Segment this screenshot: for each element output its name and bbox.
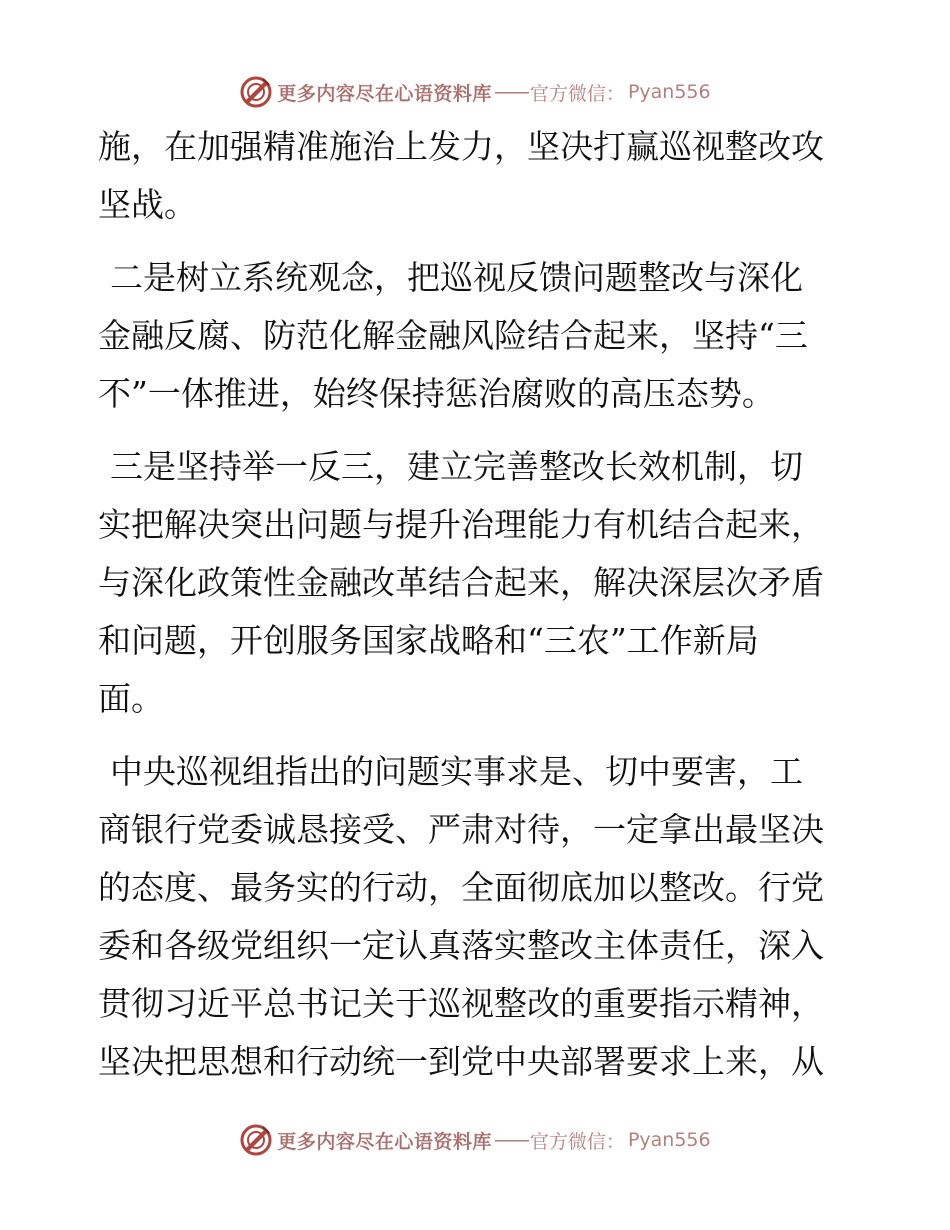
header-wechat-label: 官方微信： [529, 82, 625, 105]
footer-dash: —— [493, 1129, 528, 1151]
text-line: 施，在加强精准施治上发力，坚决打赢巡视整改攻 [98, 127, 824, 166]
footer-slogan: 更多内容尽在心语资料库 [277, 1130, 492, 1153]
text-line: 不”一体推进，始终保持惩治腐败的高压态势。 [98, 374, 775, 413]
header-banner [0, 72, 950, 112]
text-line: 金融反腐、防范化解金融风险结合起来，坚持“三 [98, 316, 808, 355]
header-slogan: 更多内容尽在心语资料库 [277, 82, 492, 105]
text-line: 商银行党委诚恳接受、严肃对待，一定拿出最坚决 [98, 810, 824, 849]
footer-banner [0, 1120, 950, 1160]
text-line: 委和各级党组织一定认真落实整改主体责任，深入 [98, 926, 824, 965]
paragraph-2 [98, 249, 850, 423]
brand-logo-icon [239, 1123, 273, 1157]
paragraph-3 [98, 438, 850, 728]
brand-logo-icon [239, 75, 273, 109]
text-line: 实把解决突出问题与提升治理能力有机结合起来， [98, 505, 824, 544]
text-line: 坚战。 [98, 185, 197, 224]
text-line: 三是坚持举一反三，建立完善整改长效机制，切 [110, 447, 803, 486]
footer-wechat-label: 官方微信： [529, 1130, 625, 1153]
text-line: 和问题，开创服务国家战略和“三农”工作新局 [98, 621, 759, 660]
document-body [98, 118, 850, 1106]
paragraph-1 [98, 118, 850, 234]
header-dash: —— [493, 81, 528, 103]
text-line: 的态度、最务实的行动，全面彻底加以整改。行党 [98, 868, 824, 907]
text-line: 中央巡视组指出的问题实事求是、切中要害，工 [110, 752, 803, 791]
paragraph-4 [98, 743, 850, 1091]
text-line: 与深化政策性金融改革结合起来，解决深层次矛盾 [98, 563, 824, 602]
footer-wechat-id: Pyan556 [627, 1129, 711, 1151]
text-line: 坚决把思想和行动统一到党中央部署要求上来，从 [98, 1042, 824, 1081]
header-wechat-id: Pyan556 [627, 81, 711, 103]
text-line: 二是树立系统观念，把巡视反馈问题整改与深化 [110, 258, 803, 297]
text-line: 面。 [98, 679, 164, 718]
text-line: 贯彻习近平总书记关于巡视整改的重要指示精神， [98, 984, 824, 1023]
